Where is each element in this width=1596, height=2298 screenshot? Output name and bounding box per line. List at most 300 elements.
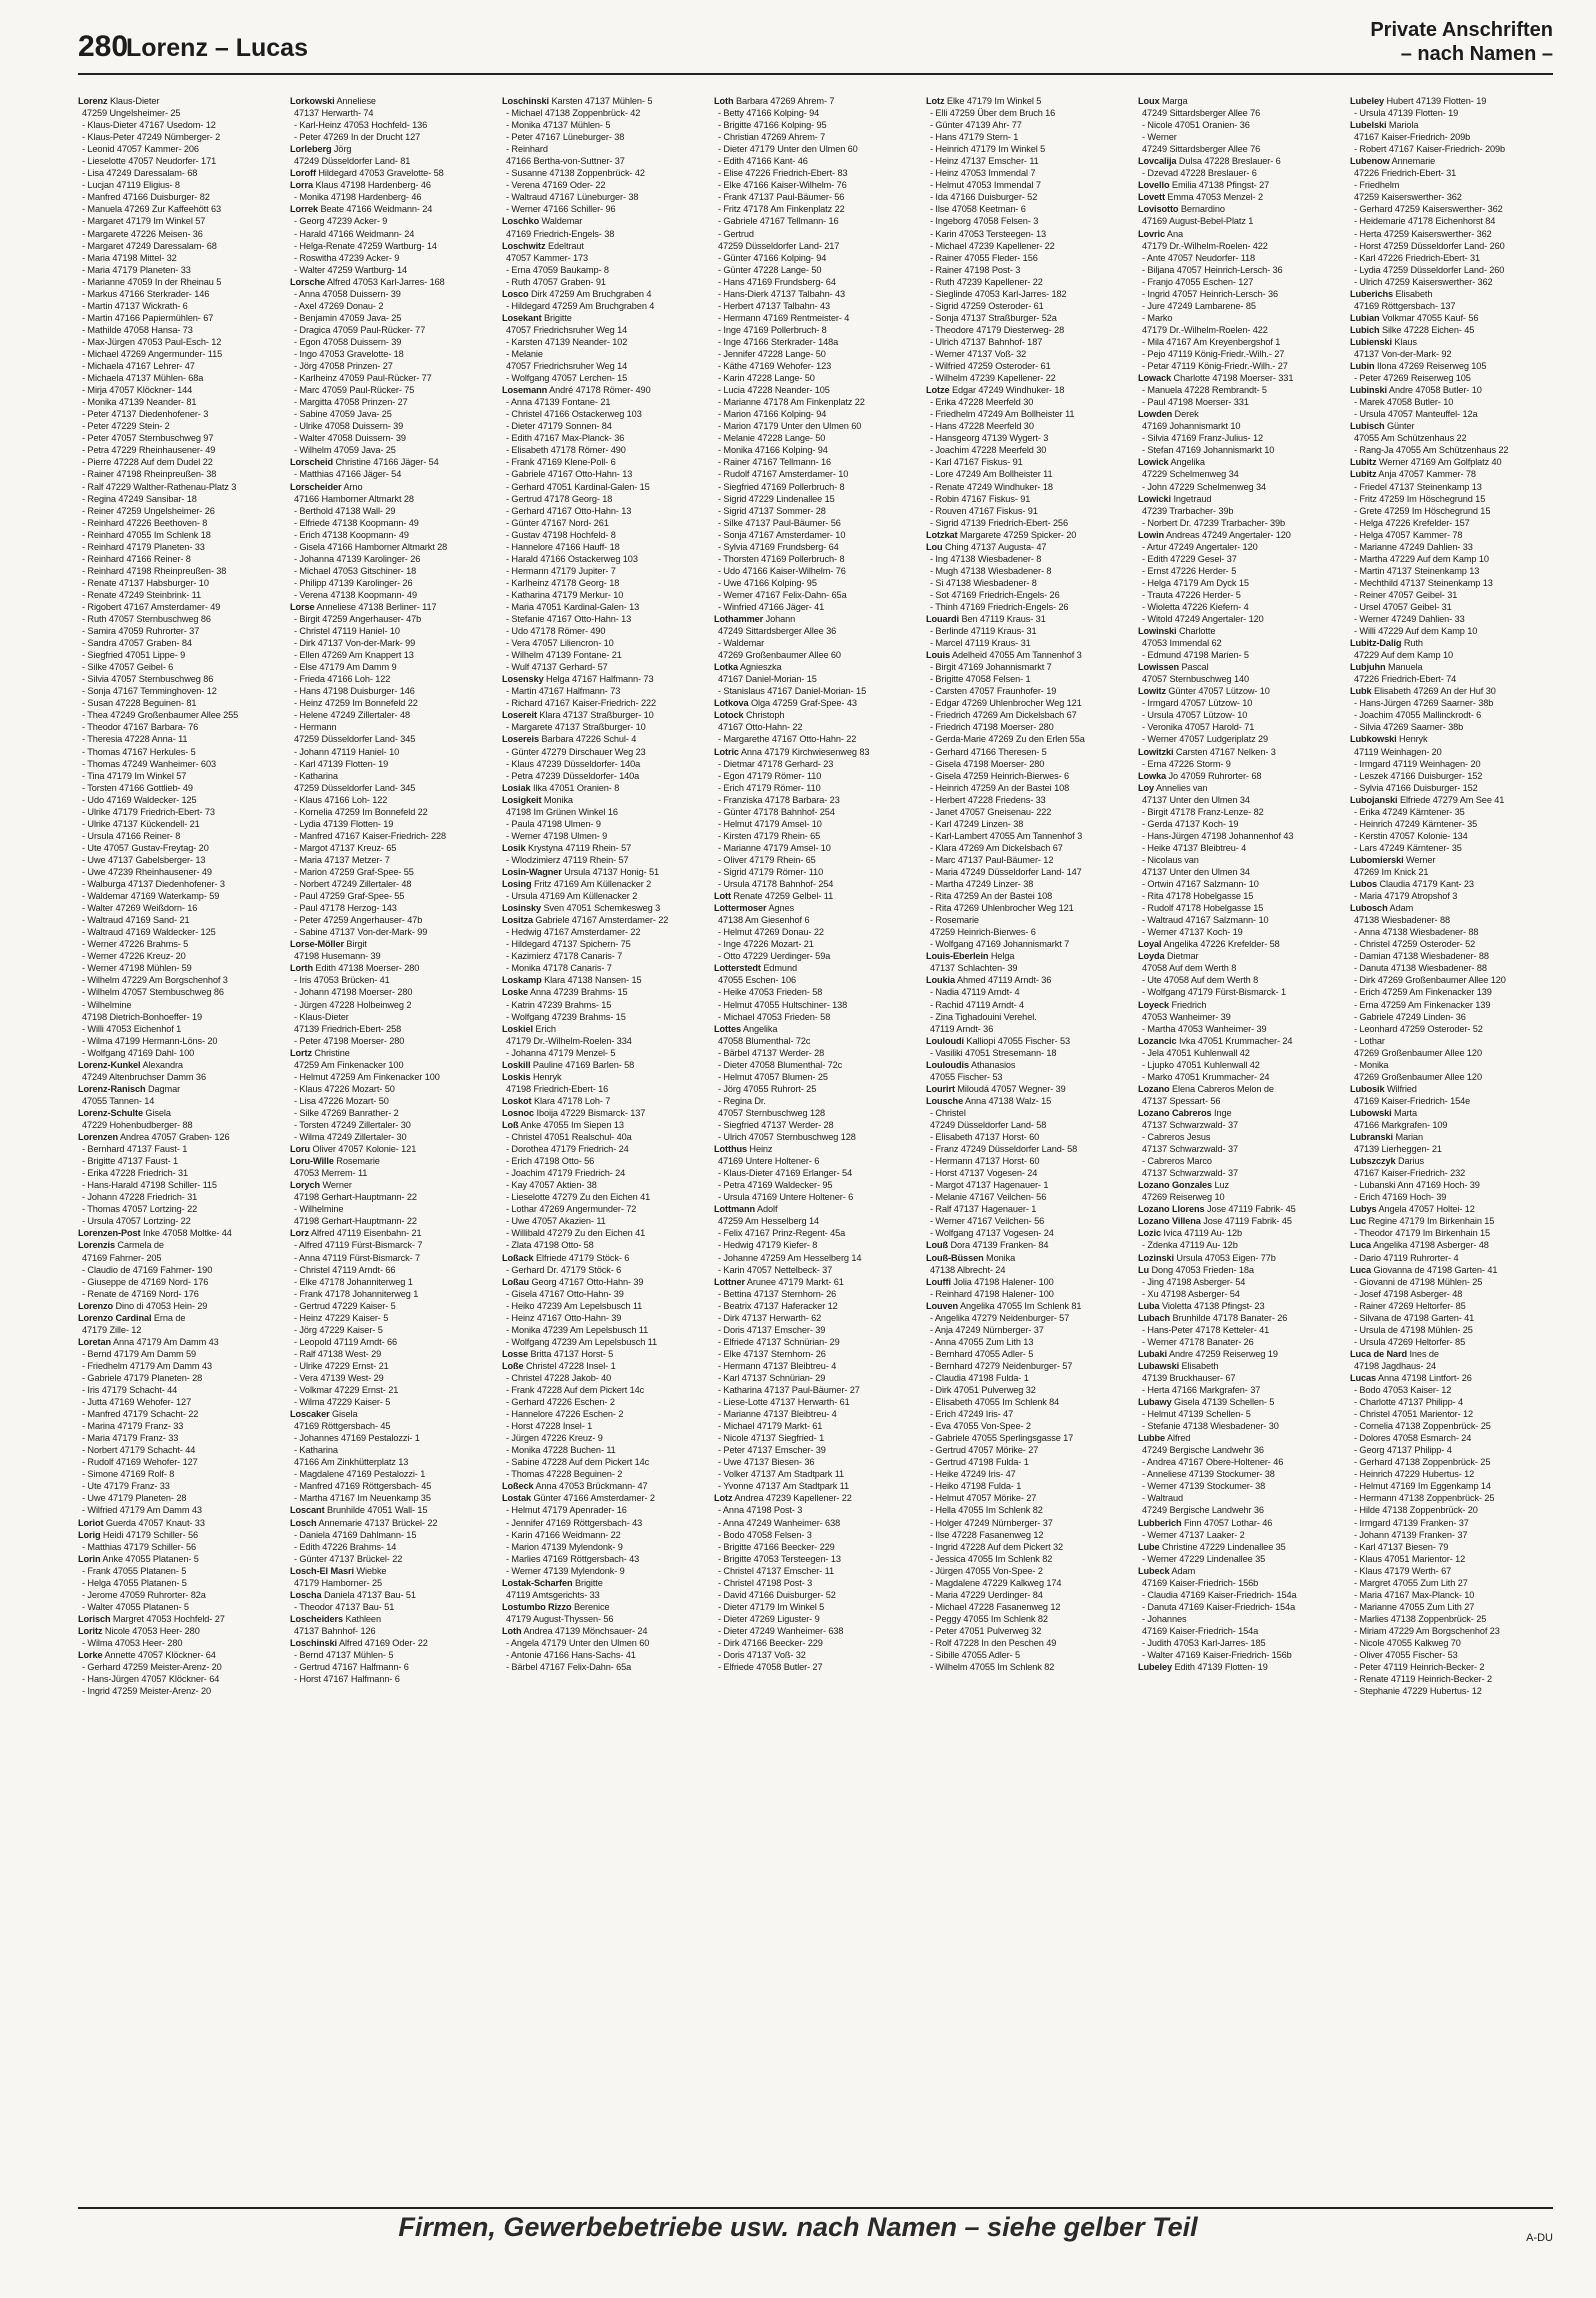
- entry-text: - Maria 47249 Düsseldorfer Land- 147: [930, 867, 1082, 877]
- directory-entry: [502, 1264, 705, 1276]
- entry-text: - Brigitte 47166 Beecker- 229: [718, 1541, 835, 1552]
- directory-entry: [1350, 553, 1553, 565]
- directory-entry: [78, 1637, 281, 1649]
- directory-entry: [714, 818, 917, 830]
- directory-entry: [1350, 1071, 1553, 1083]
- entry-text: - Monika 47239 Am Lepelsbusch 11: [506, 1324, 649, 1335]
- directory-entry: [926, 119, 1129, 131]
- directory-entry: [290, 1553, 493, 1565]
- entry-text: - Margot 47137 Kreuz- 65: [294, 842, 397, 853]
- running-head: Lorenz – Lucas: [126, 34, 308, 62]
- entry-text: Erna de: [151, 1312, 186, 1323]
- entry-text: - Karl-Heinz 47053 Hochfeld- 136: [294, 120, 428, 131]
- directory-entry: [1350, 806, 1553, 818]
- entry-text: - Norbert Dr. 47239 Trarbacher- 39b: [1142, 517, 1286, 528]
- directory-entry: [290, 649, 493, 661]
- entry-text: - Gertrud 47167 Halfmann- 6: [294, 1662, 409, 1673]
- directory-entry: [78, 468, 281, 480]
- directory-entry: [1350, 1011, 1553, 1023]
- entry-text: Christine: [311, 1047, 350, 1058]
- directory-entry: [714, 228, 917, 240]
- entry-text: - Leonhard 47259 Osteroder- 52: [1354, 1023, 1483, 1034]
- entry-text: - Norbert 47179 Schacht- 44: [82, 1445, 196, 1456]
- directory-entry: [290, 1420, 493, 1432]
- directory-entry: [78, 252, 281, 264]
- directory-entry: [502, 697, 705, 709]
- entry-text: - Karlheinz 47059 Paul-Rücker- 77: [294, 373, 432, 384]
- entry-text: - Theodore 47179 Diesterweg- 28: [930, 324, 1065, 335]
- entry-text: - Reiner 47057 Geibel- 31: [1354, 589, 1458, 600]
- entry-text: - Siegfried 47169 Pollerbruch- 8: [718, 481, 845, 492]
- entry-text: Elena Cabreros Melon de: [1169, 1083, 1274, 1094]
- directory-entry: [78, 866, 281, 878]
- directory-entry: [78, 565, 281, 577]
- directory-entry: [78, 758, 281, 770]
- entry-text: 47137 Von-der-Mark- 92: [1354, 348, 1452, 359]
- entry-surname: Lubosch: [1350, 903, 1388, 914]
- directory-entry: [926, 553, 1129, 565]
- entry-text: - Manuela 47269 Zur Kaffeehött 63: [82, 204, 222, 215]
- entry-text: - Margot 47137 Hagenauer- 1: [930, 1180, 1049, 1191]
- directory-entry: [1138, 215, 1341, 227]
- directory-entry: [926, 926, 1129, 938]
- entry-surname: Losekant: [502, 312, 542, 323]
- entry-surname: Lorsche: [290, 276, 326, 287]
- entry-text: - Karsten 47139 Neander- 102: [506, 336, 628, 347]
- directory-entry: [290, 1504, 493, 1516]
- entry-text: - Elke 47166 Kaiser-Wilhelm- 76: [718, 180, 847, 191]
- directory-entry: [1138, 1625, 1341, 1637]
- directory-entry: [926, 1529, 1129, 1541]
- entry-text: - Karlheinz 47178 Georg- 18: [506, 577, 620, 588]
- directory-entry: [78, 637, 281, 649]
- directory-entry: [926, 625, 1129, 637]
- directory-entry: [502, 842, 705, 854]
- entry-text: - Marc 47137 Paul-Bäumer- 12: [930, 854, 1054, 865]
- directory-entry: [502, 649, 705, 661]
- entry-text: Elfriede 47179 Stöck- 6: [533, 1252, 630, 1263]
- entry-text: - Silvana de 47198 Garten- 41: [1354, 1312, 1475, 1323]
- directory-entry: [1350, 962, 1553, 974]
- entry-text: - Katharina: [294, 770, 338, 781]
- entry-text: - Monika 47198 Hardenberg- 46: [294, 192, 422, 203]
- directory-entry: [1138, 203, 1341, 215]
- directory-entry: [502, 685, 705, 697]
- directory-entry: [714, 637, 917, 649]
- directory-entry: [78, 1685, 281, 1697]
- directory-entry: [502, 1288, 705, 1300]
- directory-entry: [1350, 661, 1553, 673]
- directory-entry: [502, 541, 705, 553]
- directory-entry: [1138, 324, 1341, 336]
- entry-text: - Waltraud 47169 Sand- 21: [82, 915, 190, 926]
- entry-text: - Wilhelmine: [82, 999, 132, 1010]
- entry-text: 47269 Großenbaumer Allee 120: [1354, 1047, 1482, 1058]
- entry-text: - Willi 47053 Eichenhof 1: [82, 1023, 182, 1034]
- entry-text: - Si 47138 Wiesbadener- 8: [930, 577, 1037, 588]
- directory-entry: [1350, 986, 1553, 998]
- directory-entry: [78, 1601, 281, 1613]
- entry-surname: Losereis: [502, 734, 539, 745]
- entry-surname: Lottermoser: [714, 903, 767, 914]
- entry-text: - Klaus-Dieter 47169 Erlanger- 54: [718, 1168, 853, 1179]
- entry-text: - Wioletta 47226 Kiefern- 4: [1142, 601, 1249, 612]
- entry-text: - Helga-Renate 47259 Wartburg- 14: [294, 240, 437, 251]
- entry-text: 47055 Fischer- 53: [930, 1071, 1003, 1082]
- directory-entry: [926, 541, 1129, 553]
- directory-entry: [290, 1565, 493, 1577]
- directory-entry: [502, 1444, 705, 1456]
- entry-text: - Judith 47053 Karl-Jarres- 185: [1142, 1638, 1266, 1648]
- directory-entry: [290, 1035, 493, 1047]
- entry-text: - Margaret 47249 Daressalam- 68: [82, 240, 217, 251]
- directory-entry: [714, 1372, 917, 1384]
- entry-text: Barbara 47226 Schul- 4: [539, 734, 637, 745]
- directory-entry: [1138, 276, 1341, 288]
- entry-text: - Elisabeth 47137 Horst- 60: [930, 1132, 1040, 1143]
- entry-text: Christine 47229 Lindenallee 35: [1159, 1541, 1286, 1552]
- directory-entry: [502, 131, 705, 143]
- entry-text: 47055 Tannen- 14: [82, 1095, 155, 1106]
- directory-entry: [502, 408, 705, 420]
- entry-text: - Elisabeth 47178 Römer- 490: [506, 445, 626, 456]
- entry-text: - Ulrich 47259 Kaiserswerther- 362: [1354, 276, 1493, 287]
- entry-text: - Gertrud 47178 Georg- 18: [506, 493, 613, 504]
- entry-text: - Ortwin 47167 Salzmann- 10: [1142, 879, 1259, 890]
- directory-entry: [714, 1264, 917, 1276]
- directory-entry: [290, 444, 493, 456]
- entry-surname: Loßau: [502, 1276, 530, 1287]
- entry-text: - Veronika 47057 Harold- 71: [1142, 722, 1255, 733]
- entry-text: - Peter 47137 Emscher- 39: [718, 1445, 826, 1456]
- entry-text: - Dolores 47058 Esmarch- 24: [1354, 1433, 1472, 1444]
- directory-entry: [290, 191, 493, 203]
- directory-entry: [1350, 1252, 1553, 1264]
- directory-entry: [290, 601, 493, 613]
- directory-entry: [502, 1360, 705, 1372]
- directory-entry: [502, 348, 705, 360]
- entry-text: - Marion 47179 Unter den Ulmen 60: [718, 421, 862, 432]
- directory-entry: [502, 1071, 705, 1083]
- entry-text: - Marina 47179 Franz- 33: [82, 1421, 184, 1432]
- entry-text: Pascal: [1179, 662, 1209, 673]
- entry-text: - Ulrike 47179 Friedrich-Ebert- 73: [82, 806, 215, 817]
- entry-text: Arno: [341, 481, 363, 492]
- entry-text: - Matthias 47179 Schiller- 56: [82, 1541, 197, 1552]
- entry-text: - Hermann 47138 Zoppenbrück- 25: [1354, 1493, 1495, 1504]
- entry-text: - Wolfgang 47239 Am Lepelsbusch 11: [506, 1336, 658, 1347]
- directory-entry: [926, 1179, 1129, 1191]
- entry-text: Klara 47178 Loh- 7: [531, 1095, 611, 1106]
- directory-entry: [290, 215, 493, 227]
- entry-text: - Berlinde 47119 Kraus- 31: [930, 626, 1037, 637]
- directory-entry: [714, 1071, 917, 1083]
- entry-text: - Heike 47053 Frieden- 58: [718, 987, 823, 998]
- entry-text: Nicole 47053 Heer- 280: [102, 1625, 200, 1636]
- directory-entry: [290, 1348, 493, 1360]
- entry-surname: Lorisch: [78, 1613, 111, 1624]
- directory-entry: [1138, 240, 1341, 252]
- directory-entry: [1138, 1143, 1341, 1155]
- entry-text: - Ute 47179 Franz- 33: [82, 1481, 170, 1492]
- entry-text: - Nicole 47051 Oranien- 36: [1142, 120, 1250, 131]
- directory-entry: [714, 252, 917, 264]
- entry-text: - Christel 47051 Marientor- 12: [1354, 1409, 1474, 1420]
- entry-text: - Pejo 47119 König-Friedr.-Wilh.- 27: [1142, 348, 1285, 359]
- directory-entry: [1350, 878, 1553, 890]
- entry-text: - Hans 47179 Stern- 1: [930, 132, 1019, 143]
- directory-entry: [1350, 252, 1553, 264]
- entry-text: - Volkmar 47229 Ernst- 21: [294, 1385, 399, 1396]
- directory-entry: [290, 794, 493, 806]
- entry-text: Inke 47058 Moltke- 44: [140, 1228, 232, 1239]
- directory-entry: [290, 432, 493, 444]
- directory-entry: [926, 999, 1129, 1011]
- entry-text: - Wilma 47249 Zillertaler- 30: [294, 1132, 407, 1143]
- entry-text: - Ursula 47057 Manteuffel- 12a: [1354, 409, 1478, 420]
- entry-text: - Wilfried 47179 Am Damm 43: [82, 1505, 202, 1516]
- entry-text: - Marianne 47055 Zum Lith 27: [1354, 1601, 1475, 1612]
- entry-text: Christoph: [743, 710, 785, 721]
- directory-entry: [926, 1625, 1129, 1637]
- directory-entry: [1350, 565, 1553, 577]
- directory-entry: [502, 384, 705, 396]
- entry-text: - Marc 47059 Paul-Rücker- 75: [294, 385, 415, 396]
- entry-text: Georg 47167 Otto-Hahn- 39: [529, 1276, 644, 1287]
- directory-entry: [502, 1095, 705, 1107]
- directory-entry: [290, 625, 493, 637]
- directory-entry: [78, 1396, 281, 1408]
- directory-entry: [290, 264, 493, 276]
- directory-entry: [714, 1203, 917, 1215]
- entry-text: - Marianne 47179 Amsel- 10: [718, 842, 831, 853]
- entry-surname: Lorenz: [78, 96, 108, 106]
- entry-text: - Thomas 47167 Herkules- 5: [82, 746, 196, 757]
- entry-text: - Lydia 47139 Flotten- 19: [294, 818, 394, 829]
- directory-entry: [78, 1252, 281, 1264]
- directory-entry: [714, 926, 917, 938]
- directory-entry: [926, 1408, 1129, 1420]
- directory-entry: [502, 830, 705, 842]
- directory-entry: [1138, 1577, 1341, 1589]
- directory-entry: [714, 613, 917, 625]
- directory-entry: [78, 432, 281, 444]
- directory-entry: [290, 1215, 493, 1227]
- directory-entry: [502, 191, 705, 203]
- entry-text: - Manfred 47167 Kaiser-Friedrich- 228: [294, 830, 447, 841]
- directory-entry: [1138, 1107, 1341, 1119]
- entry-text: - Elfriede 47058 Butler- 27: [718, 1662, 823, 1673]
- directory-entry: [502, 1504, 705, 1516]
- directory-entry: [502, 794, 705, 806]
- directory-entry: [502, 1480, 705, 1492]
- directory-entry: [1138, 613, 1341, 625]
- entry-surname: Lourirt: [926, 1083, 955, 1094]
- entry-text: - Ing 47138 Wiesbadener- 8: [930, 553, 1042, 564]
- entry-text: Dino di 47053 Hein- 29: [113, 1300, 208, 1311]
- directory-entry: [290, 336, 493, 348]
- entry-text: - Heinrich 47249 Kärntener- 35: [1354, 818, 1478, 829]
- entry-surname: Lottes: [714, 1023, 741, 1034]
- directory-entry: [1350, 782, 1553, 794]
- directory-entry: [926, 1143, 1129, 1155]
- entry-text: - Silke 47057 Geibel- 6: [82, 662, 174, 673]
- directory-entry: [290, 1336, 493, 1348]
- entry-text: - Giuseppe de 47169 Nord- 176: [82, 1276, 209, 1287]
- directory-entry: [1350, 1239, 1553, 1251]
- directory-entry: [1350, 974, 1553, 986]
- directory-entry: [926, 661, 1129, 673]
- directory-entry: [1138, 1336, 1341, 1348]
- directory-entry: [926, 1107, 1129, 1119]
- entry-text: Helga: [988, 951, 1015, 962]
- entry-surname: Louis: [926, 650, 950, 661]
- entry-text: 47198 Dietrich-Bonhoeffer- 19: [82, 1011, 203, 1022]
- entry-text: - Josef 47198 Asberger- 48: [1354, 1288, 1463, 1299]
- directory-entry: [78, 890, 281, 902]
- directory-entry: [502, 1143, 705, 1155]
- directory-entry: [290, 685, 493, 697]
- entry-text: - Silke 47269 Banrather- 2: [294, 1107, 399, 1118]
- directory-entry: [714, 1155, 917, 1167]
- entry-surname: Lubienski: [1350, 336, 1392, 347]
- entry-text: - Kirsten 47179 Rhein- 65: [718, 830, 821, 841]
- entry-text: - Gertrud: [718, 228, 754, 239]
- directory-entry: [926, 312, 1129, 324]
- directory-entry: [714, 1011, 917, 1023]
- entry-text: - Axel 47269 Donau- 2: [294, 300, 384, 311]
- entry-text: - Michaela 47167 Lehrer- 47: [82, 361, 195, 372]
- directory-entry: [290, 1300, 493, 1312]
- directory-entry: [502, 505, 705, 517]
- entry-text: - Frank 47055 Platanen- 5: [82, 1565, 187, 1576]
- directory-entry: [926, 1517, 1129, 1529]
- directory-entry: [1138, 649, 1341, 661]
- entry-text: - Rainer 47198 Post- 3: [930, 264, 1021, 275]
- entry-text: Gabriele 47167 Amsterdamer- 22: [532, 915, 669, 926]
- entry-text: - Renate 47249 Steinbrink- 11: [82, 589, 201, 600]
- entry-text: Silke 47228 Eichen- 45: [1379, 324, 1475, 335]
- entry-text: 47137 Unter den Ulmen 34: [1142, 867, 1250, 877]
- entry-text: - Hans-Jürgen 47057 Klöckner- 64: [82, 1674, 220, 1685]
- entry-text: - Lucjan 47119 Eligius- 8: [82, 180, 180, 191]
- directory-entry: [926, 854, 1129, 866]
- entry-text: - Charlotte 47137 Philipp- 4: [1354, 1397, 1464, 1408]
- directory-entry: [1350, 1396, 1553, 1408]
- directory-entry: [78, 733, 281, 745]
- entry-text: Jose 47119 Fabrik- 45: [1200, 1216, 1292, 1227]
- directory-entry: [1350, 1480, 1553, 1492]
- directory-entry: [502, 372, 705, 384]
- entry-text: - Bodo 47053 Kaiser- 12: [1354, 1385, 1452, 1396]
- directory-entry: [502, 782, 705, 794]
- entry-surname: Lowden: [1138, 409, 1173, 420]
- entry-text: Adam: [1169, 1565, 1196, 1576]
- directory-entry: [290, 661, 493, 673]
- entry-text: - Sot 47169 Friedrich-Engels- 26: [930, 589, 1060, 600]
- directory-entry: [78, 1227, 281, 1239]
- directory-entry: [926, 794, 1129, 806]
- directory-entry: [78, 1191, 281, 1203]
- entry-text: Klaus 47198 Hardenberg- 46: [313, 180, 431, 191]
- entry-text: - Udo 47166 Kaiser-Wilhelm- 76: [718, 565, 846, 576]
- directory-entry: [1350, 1649, 1553, 1661]
- entry-text: Brunhilde 47051 Wall- 15: [324, 1505, 428, 1516]
- directory-entry: [1350, 372, 1553, 384]
- directory-entry: [714, 1468, 917, 1480]
- directory-entry: [1138, 1324, 1341, 1336]
- directory-entry: [714, 1601, 917, 1613]
- entry-text: - Margret 47055 Zum Lith 27: [1354, 1577, 1468, 1588]
- directory-entry: [926, 372, 1129, 384]
- directory-entry: [1350, 384, 1553, 396]
- entry-text: - Elise 47226 Friedrich-Ebert- 83: [718, 168, 848, 179]
- entry-surname: Lott: [714, 891, 731, 902]
- directory-entry: [714, 179, 917, 191]
- directory-entry: [714, 1360, 917, 1372]
- entry-text: - Jennifer 47228 Lange- 50: [718, 348, 826, 359]
- directory-entry: [714, 372, 917, 384]
- directory-entry: [714, 312, 917, 324]
- directory-entry: [926, 986, 1129, 998]
- entry-text: - Gisela 47259 Heinrich-Bierwes- 6: [930, 770, 1070, 781]
- directory-entry: [78, 1541, 281, 1553]
- entry-text: - Regina Dr.: [718, 1095, 766, 1106]
- entry-surname: Lubitz-Dalig: [1350, 638, 1402, 649]
- entry-surname: Loskiel: [502, 1023, 533, 1034]
- entry-text: Ilona 47269 Reiserweg 105: [1374, 361, 1487, 372]
- directory-entry: [926, 1565, 1129, 1577]
- entry-text: - Heinrich 47179 Im Winkel 5: [930, 144, 1046, 155]
- entry-text: 47166 Bertha-von-Suttner- 37: [506, 156, 625, 167]
- entry-surname: Lorig: [78, 1529, 101, 1540]
- directory-entry: [78, 119, 281, 131]
- directory-entry: [926, 468, 1129, 480]
- entry-text: Annette 47057 Klöckner- 64: [102, 1650, 216, 1661]
- directory-entry: [78, 1661, 281, 1673]
- directory-entry: [1138, 155, 1341, 167]
- entry-text: 47259 Düsseldorfer Land- 217: [718, 240, 840, 251]
- directory-entry: [926, 770, 1129, 782]
- directory-entry: [714, 1565, 917, 1577]
- entry-text: - Ulrike 47229 Ernst- 21: [294, 1360, 389, 1371]
- directory-entry: [714, 746, 917, 758]
- entry-text: - Michael 47269 Angermunder- 115: [82, 348, 223, 359]
- directory-entry: [926, 408, 1129, 420]
- directory-entry: [1350, 1203, 1553, 1215]
- directory-entry: [1138, 1456, 1341, 1468]
- entry-text: - Maria 47179 Franz- 33: [82, 1433, 179, 1444]
- entry-text: Andrea 47139 Mönchsauer- 24: [521, 1625, 648, 1636]
- entry-text: 47166 Markgrafen- 109: [1354, 1119, 1448, 1130]
- entry-text: - Stanislaus 47167 Daniel-Morian- 15: [718, 686, 867, 697]
- entry-text: 47259 Kaiserswerther- 362: [1354, 192, 1462, 203]
- entry-text: - Werner 47137 Voß- 32: [930, 348, 1027, 359]
- entry-text: - Anna 47198 Post- 3: [718, 1505, 803, 1516]
- directory-entry: [290, 709, 493, 721]
- entry-surname: Lubawy: [1138, 1397, 1172, 1408]
- entry-text: - Erich 47249 Iris- 47: [930, 1409, 1014, 1420]
- directory-entry: [714, 866, 917, 878]
- entry-text: - Regina 47249 Sansibar- 18: [82, 493, 197, 504]
- directory-entry: [1138, 167, 1341, 179]
- entry-text: - Günter 47167 Nord- 261: [506, 517, 609, 528]
- entry-text: - Thomas 47249 Wanheimer- 603: [82, 758, 216, 769]
- entry-text: - Edith 47166 Kant- 46: [718, 156, 808, 167]
- entry-text: - Ulrich 47057 Sternbuschweg 128: [718, 1132, 856, 1143]
- entry-text: Günter 47057 Lützow- 10: [1165, 686, 1270, 697]
- entry-text: - Torsten 47249 Zillertaler- 30: [294, 1119, 411, 1130]
